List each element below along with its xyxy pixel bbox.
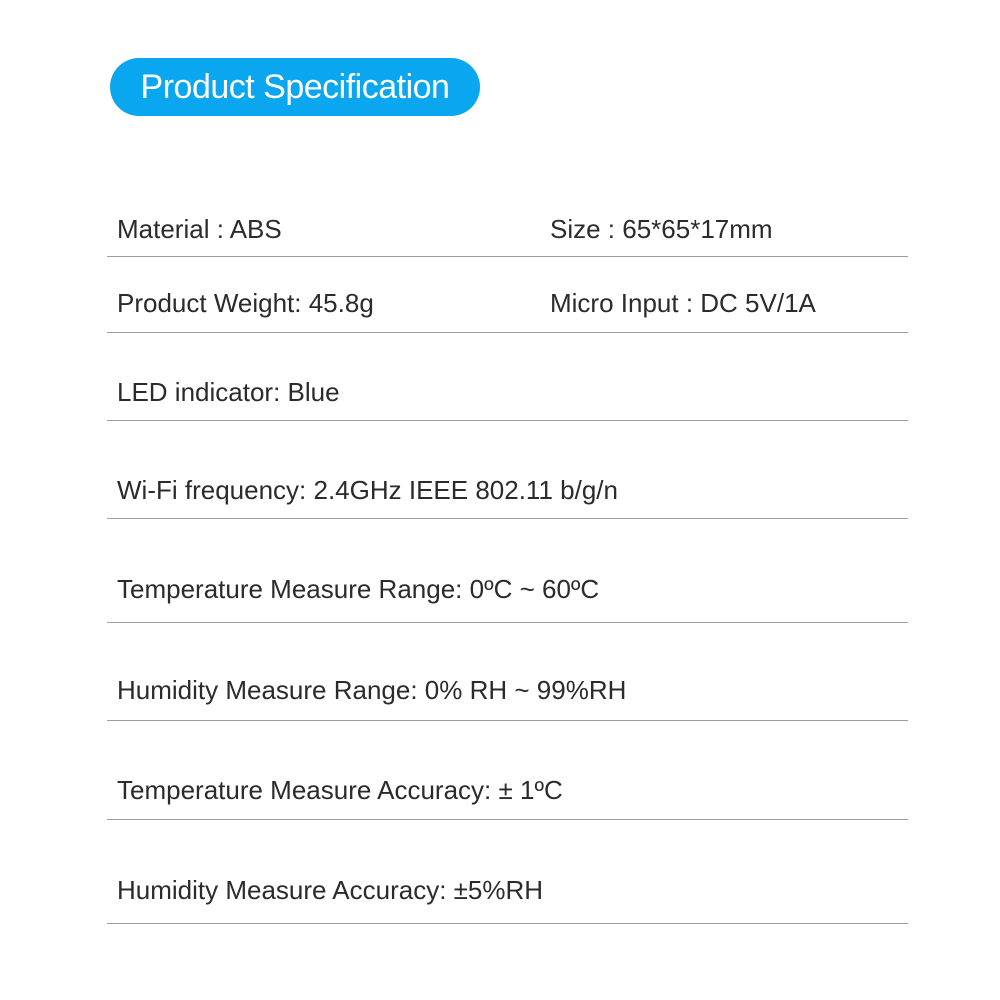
spec-weight: Product Weight: 45.8g xyxy=(117,288,374,318)
page-title: Product Specification xyxy=(140,68,450,106)
spec-temperature-accuracy: Temperature Measure Accuracy: ± 1ºC xyxy=(117,775,563,805)
spec-row-weight-input xyxy=(107,256,908,333)
spec-row-humidity-range xyxy=(107,622,908,721)
spec-wifi-frequency: Wi-Fi frequency: 2.4GHz IEEE 802.11 b/g/n xyxy=(117,475,618,505)
spec-row-led xyxy=(107,332,908,421)
spec-row-temp-accuracy xyxy=(107,720,908,820)
spec-humidity-range: Humidity Measure Range: 0% RH ~ 99%RH xyxy=(117,675,627,705)
spec-humidity-accuracy: Humidity Measure Accuracy: ±5%RH xyxy=(117,875,544,905)
spec-size: Size : 65*65*17mm xyxy=(550,214,773,244)
product-specification-badge xyxy=(110,58,480,116)
spec-led-indicator: LED indicator: Blue xyxy=(117,377,340,407)
spec-material: Material : ABS xyxy=(117,214,282,244)
spec-row-wifi xyxy=(107,420,908,519)
spec-temperature-range: Temperature Measure Range: 0ºC ~ 60ºC xyxy=(117,574,600,604)
spec-micro-input: Micro Input : DC 5V/1A xyxy=(550,288,816,318)
spec-row-humidity-accuracy xyxy=(107,819,908,924)
spec-row-temp-range xyxy=(107,518,908,623)
spec-row-material-size xyxy=(107,200,908,257)
